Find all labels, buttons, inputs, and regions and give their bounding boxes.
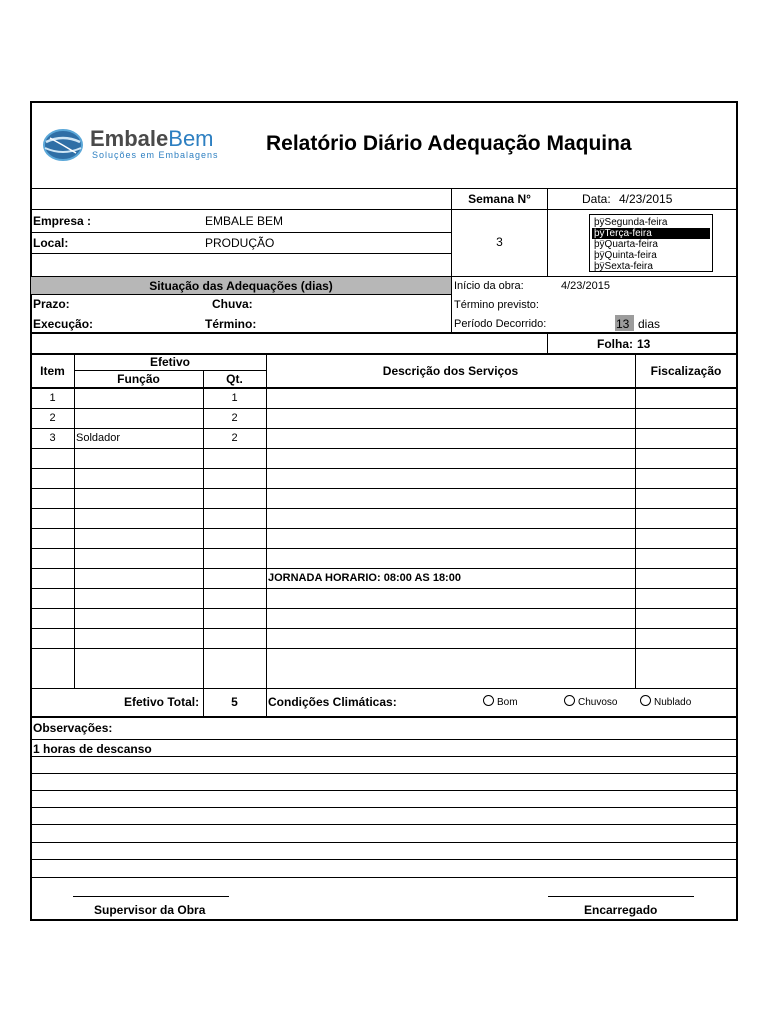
chuva-label: Chuva: bbox=[212, 297, 253, 311]
weekday-option[interactable]: þÿSegunda-feira bbox=[594, 217, 668, 228]
item-cell: 2 bbox=[49, 412, 56, 424]
descricao-cell: JORNADA HORARIO: 08:00 AS 18:00 bbox=[268, 572, 461, 584]
weekday-option-selected[interactable]: þÿTerça-feira bbox=[592, 228, 710, 239]
semana-value: 3 bbox=[496, 235, 503, 249]
item-cell: 3 bbox=[49, 432, 56, 444]
radio-bom[interactable] bbox=[483, 695, 518, 710]
observacoes-line-1: 1 horas de descanso bbox=[33, 742, 152, 756]
funcao-cell: Soldador bbox=[76, 432, 121, 444]
efetivo-header: Efetivo bbox=[149, 355, 190, 369]
folha-label: Folha: bbox=[597, 337, 633, 351]
radio-chuvoso-label: Chuvoso bbox=[578, 697, 618, 708]
inicio-label: Início da obra: bbox=[454, 280, 524, 292]
table-row bbox=[31, 568, 737, 588]
logo bbox=[42, 127, 252, 163]
logo-brand-2: Bem bbox=[168, 126, 214, 151]
item-header: Item bbox=[40, 364, 65, 378]
radio-nublado[interactable] bbox=[640, 695, 691, 710]
data-value: 4/23/2015 bbox=[619, 192, 673, 206]
weekday-option[interactable]: þÿQuarta-feira bbox=[594, 239, 658, 250]
table-row bbox=[31, 468, 737, 488]
table-row bbox=[31, 388, 737, 408]
table-row bbox=[31, 608, 737, 628]
radio-nublado-label: Nublado bbox=[654, 697, 692, 708]
table-row bbox=[31, 488, 737, 508]
logo-tagline: Soluções em Embalagens bbox=[92, 150, 219, 160]
radio-bom-label: Bom bbox=[497, 697, 518, 708]
empresa-label: Empresa : bbox=[33, 214, 92, 228]
radio-circle-icon[interactable] bbox=[564, 695, 575, 706]
table-row bbox=[31, 408, 737, 428]
table-row bbox=[31, 588, 737, 608]
inicio-value: 4/23/2015 bbox=[561, 280, 610, 292]
prazo-label: Prazo: bbox=[33, 297, 70, 311]
radio-chuvoso[interactable] bbox=[564, 695, 617, 710]
semana-label: Semana N° bbox=[468, 192, 531, 206]
qt-cell: 1 bbox=[231, 392, 238, 404]
fiscalizacao-header: Fiscalização bbox=[650, 364, 722, 378]
table-row bbox=[31, 548, 737, 568]
supervisor-signature-line bbox=[73, 896, 229, 897]
item-cell: 1 bbox=[49, 392, 56, 404]
termino-label: Término: bbox=[205, 317, 257, 331]
execucao-label: Execução: bbox=[33, 317, 94, 331]
efetivo-total-label: Efetivo Total: bbox=[124, 695, 200, 709]
periodo-unit: dias bbox=[638, 317, 661, 331]
termino-previsto-label: Término previsto: bbox=[454, 299, 539, 311]
empresa-value: EMBALE BEM bbox=[205, 214, 284, 228]
funcao-header: Função bbox=[117, 372, 160, 386]
radio-circle-icon[interactable] bbox=[640, 695, 651, 706]
weekday-option[interactable]: þÿQuinta-feira bbox=[594, 250, 657, 261]
condicoes-label: Condições Climáticas: bbox=[268, 695, 397, 709]
local-value: PRODUÇÃO bbox=[205, 236, 275, 250]
efetivo-total-value: 5 bbox=[231, 695, 238, 709]
periodo-label: Período Decorrido: bbox=[454, 318, 547, 330]
logo-brand-1: Embale bbox=[90, 126, 169, 151]
table-row bbox=[31, 648, 737, 668]
table-row bbox=[31, 528, 737, 548]
qt-header: Qt. bbox=[226, 372, 243, 386]
weekday-listbox[interactable] bbox=[589, 214, 713, 272]
table-row bbox=[31, 508, 737, 528]
globe-logo-icon bbox=[42, 128, 84, 162]
table-row bbox=[31, 628, 737, 648]
data-label: Data: bbox=[582, 192, 611, 206]
table-row bbox=[31, 448, 737, 468]
periodo-value: 13 bbox=[616, 317, 630, 331]
qt-cell: 2 bbox=[231, 412, 238, 424]
encarregado-label: Encarregado bbox=[584, 903, 658, 917]
table-row bbox=[31, 428, 737, 448]
local-label: Local: bbox=[33, 236, 69, 250]
weekday-option[interactable]: þÿSexta-feira bbox=[594, 261, 653, 272]
observacoes-label: Observações: bbox=[33, 721, 113, 735]
encarregado-signature-line bbox=[548, 896, 694, 897]
radio-circle-icon[interactable] bbox=[483, 695, 494, 706]
page-title: Relatório Diário Adequação Maquina bbox=[266, 132, 632, 155]
situacao-title: Situação das Adequações (dias) bbox=[149, 279, 333, 293]
folha-value: 13 bbox=[637, 337, 651, 351]
supervisor-label: Supervisor da Obra bbox=[94, 903, 206, 917]
descricao-header: Descrição dos Serviços bbox=[382, 364, 519, 378]
qt-cell: 2 bbox=[231, 432, 238, 444]
